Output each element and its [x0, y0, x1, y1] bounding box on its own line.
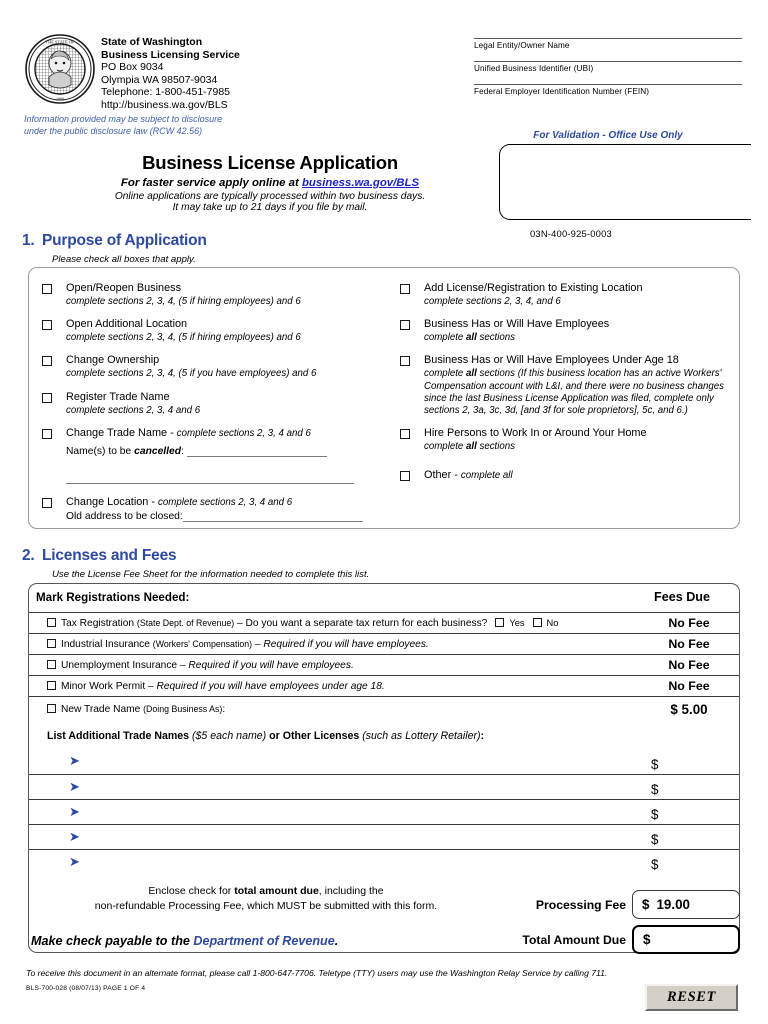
agency-po-box: PO Box 9034	[101, 61, 164, 74]
list-item[interactable]	[29, 749, 739, 774]
purpose-label: Change Ownership	[66, 354, 160, 367]
list-item[interactable]	[29, 824, 739, 849]
ubi-label: Unified Business Identifier (UBI)	[474, 64, 594, 73]
cancelled-names-input-2-wrap	[66, 466, 392, 484]
purpose-note: complete sections 2, 3, 4 and 6	[66, 404, 201, 416]
fee-name: Unemployment Insurance	[61, 659, 178, 671]
validation-title: For Validation - Office Use Only	[533, 130, 683, 141]
totals-block	[505, 890, 740, 960]
purpose-business-has-employees[interactable]	[400, 318, 736, 344]
note-emphasis: all	[466, 368, 477, 380]
fee-amount: No Fee	[639, 676, 739, 697]
purpose-inline-note: complete sections 2, 3, 4 and 6	[176, 427, 311, 439]
fees-table-header	[36, 590, 732, 604]
processing-note-2: It may take up to 21 days if you file by mail.	[172, 202, 368, 213]
fee-name: Minor Work Permit	[61, 680, 146, 692]
table-row[interactable]	[29, 676, 739, 697]
fee-requirement: – Required if you will have employees.	[177, 659, 354, 671]
fee-amount: No Fee	[639, 634, 739, 655]
tax-return-no-option[interactable]	[527, 618, 558, 628]
blue-arrow-bullet-icon: ➤	[29, 749, 107, 774]
agency-website: http://business.wa.gov/BLS	[101, 98, 228, 111]
purpose-label: Business Has or Will Have Employees Under Age 18	[424, 354, 679, 367]
purpose-other[interactable]	[400, 469, 736, 482]
checkbox-icon[interactable]	[47, 618, 56, 627]
list-title-part-3: or Other Licenses	[266, 730, 363, 742]
purpose-hire-persons-home[interactable]	[400, 427, 736, 453]
section-1-instruction: Please check all boxes that apply.	[52, 254, 196, 265]
checkbox-icon[interactable]	[47, 681, 56, 690]
payable-note	[31, 934, 338, 948]
table-row[interactable]	[29, 613, 739, 634]
purpose-note: complete sections 2, 3, 4, (5 if you have employees) and 6	[66, 368, 317, 380]
trade-name-input[interactable]	[107, 799, 639, 824]
purpose-change-trade-name[interactable]	[42, 427, 392, 484]
agency-city-state-zip: Olympia WA 98507-9034	[101, 73, 218, 86]
blue-arrow-bullet-icon: ➤	[29, 799, 107, 824]
yes-label: Yes	[509, 617, 525, 628]
trade-amount[interactable]: $	[639, 824, 739, 849]
blue-arrow-bullet-icon: ➤	[29, 824, 107, 849]
title-block	[60, 152, 480, 213]
washington-state-seal-icon	[24, 33, 96, 105]
checkbox-icon[interactable]	[47, 639, 56, 648]
processing-fee-label: Processing Fee	[535, 897, 626, 912]
section-2-title: Licenses and Fees	[42, 547, 177, 564]
purpose-add-license-registration[interactable]	[400, 282, 736, 308]
trade-name-input[interactable]	[107, 824, 639, 849]
checkbox-icon[interactable]	[400, 284, 410, 294]
svg-text:THE STATE OF: THE STATE OF	[45, 39, 75, 45]
purpose-label-text: Change Trade Name -	[66, 426, 177, 439]
old-address-label: Old address to be closed:	[66, 510, 183, 522]
total-amount-due-label: Total Amount Due	[522, 932, 626, 947]
agency-telephone: Telephone: 1-800-451-7985	[101, 86, 231, 99]
list-item[interactable]	[29, 774, 739, 799]
trade-amount[interactable]: $	[639, 749, 739, 774]
old-address-input[interactable]	[183, 511, 363, 522]
purpose-open-reopen-business[interactable]	[42, 282, 392, 308]
purpose-inline-note: complete sections 2, 3, 4 and 6	[158, 496, 293, 508]
processing-fee-row	[505, 890, 740, 919]
reset-button[interactable]: RESET	[645, 984, 738, 1011]
enclose-check-note	[36, 884, 496, 914]
note-suffix: sections (If this business location has an active Workers' Compensation account with L&I, and there were no business changes since the last Business License Application was filed, complete only sections 2, 3a, 3c, 3d, [and 3f for sole proprietors], 5c, and 6.)	[424, 368, 724, 417]
no-label: No	[546, 617, 559, 628]
fees-due-label: Fees Due	[654, 590, 710, 604]
checkbox-icon[interactable]	[400, 429, 410, 439]
fee-name: Tax Registration	[61, 617, 135, 629]
total-amount-due-input[interactable]	[632, 925, 740, 954]
trade-name-input[interactable]	[107, 774, 639, 799]
list-title-part-4: (such as Lottery Retailer)	[362, 730, 481, 742]
mark-registrations-label: Mark Registrations Needed:	[36, 591, 190, 604]
currency-symbol: $	[643, 932, 651, 947]
purpose-register-trade-name[interactable]	[42, 391, 392, 417]
section-2-heading	[22, 547, 176, 565]
note-emphasis: all	[466, 332, 477, 344]
purpose-inline-note-prefix: complete	[460, 470, 503, 482]
blue-arrow-bullet-icon: ➤	[69, 853, 80, 869]
purpose-label: Add License/Registration to Existing Location	[424, 282, 643, 294]
fee-paren: (Workers' Compensation)	[152, 638, 253, 649]
purpose-label	[66, 496, 392, 509]
enclose-line-2: non-refundable Processing Fee, which MUST be submitted with this form.	[94, 900, 438, 912]
fee-colon: :	[222, 703, 226, 715]
payable-prefix: Make check payable to the	[31, 934, 194, 948]
cancelled-names-label	[66, 446, 392, 457]
fees-table	[29, 612, 739, 722]
fee-row-new-trade-name	[29, 697, 639, 722]
fee-row-unemployment-insurance	[29, 655, 639, 676]
cancelled-names-emphasis: cancelled	[134, 445, 182, 457]
checkbox-icon[interactable]	[42, 429, 52, 439]
currency-symbol: $	[642, 897, 650, 912]
purpose-open-additional-location[interactable]	[42, 318, 392, 344]
purpose-label: Business Has or Will Have Employees	[424, 318, 610, 331]
section-1-title: Purpose of Application	[42, 232, 207, 249]
purpose-label-text: Other -	[424, 469, 461, 482]
apply-online-link[interactable]: business.wa.gov/BLS	[301, 177, 420, 189]
purpose-note: complete sections 2, 3, 4, (5 if hiring employees) and 6	[66, 296, 301, 307]
table-row[interactable]	[29, 634, 739, 655]
disclosure-line-2: under the public disclosure law (RCW 42.56)	[24, 125, 203, 136]
note-suffix: sections	[476, 441, 516, 453]
validation-box	[499, 144, 751, 220]
checkbox-icon[interactable]	[42, 320, 52, 330]
checkbox-icon[interactable]	[400, 320, 410, 330]
additional-trade-names-title	[47, 730, 484, 742]
old-address-label-wrap	[66, 511, 392, 522]
trade-amount[interactable]: $	[651, 857, 659, 872]
payable-suffix: .	[334, 934, 339, 948]
fee-row-industrial-insurance	[29, 634, 639, 655]
cancelled-names-prefix: Name(s) to be	[66, 445, 135, 457]
list-title-part-1: List Additional Trade Names	[47, 730, 193, 742]
trade-name-input[interactable]	[107, 749, 639, 774]
table-row[interactable]	[29, 655, 739, 676]
fee-question: – Do you want a separate tax return for each business?	[234, 617, 488, 629]
purpose-change-ownership[interactable]	[42, 354, 392, 380]
fee-amount: No Fee	[639, 655, 739, 676]
apply-online-prefix: For faster service apply online at	[120, 177, 302, 189]
section-1-heading	[22, 232, 207, 250]
note-emphasis: all	[466, 441, 477, 453]
ubi-field[interactable]	[474, 61, 742, 73]
section-1-number: 1.	[22, 232, 35, 249]
checkbox-icon[interactable]	[42, 393, 52, 403]
checkbox-icon[interactable]	[47, 660, 56, 669]
trade-amount[interactable]: $	[639, 799, 739, 824]
agency-department: Business Licensing Service	[101, 48, 240, 61]
checkbox-icon[interactable]	[42, 284, 52, 294]
checkbox-icon[interactable]	[42, 356, 52, 366]
purpose-inline-note-emphasis: all	[502, 470, 513, 482]
purpose-employees-under-18[interactable]	[400, 354, 736, 417]
cancelled-names-suffix: :	[181, 445, 184, 457]
section-1-left-column	[42, 282, 392, 532]
purpose-label	[66, 427, 392, 440]
note-prefix: complete	[424, 332, 466, 344]
list-title-part-2: ($5 each name)	[192, 730, 267, 742]
fee-requirement: – Required if you will have employees under age 18.	[145, 680, 385, 692]
checkbox-icon[interactable]	[47, 704, 56, 713]
agency-state: State of Washington	[101, 36, 203, 48]
cancelled-names-input-1[interactable]	[187, 446, 327, 457]
blue-arrow-bullet-icon: ➤	[29, 774, 107, 799]
note-prefix: complete	[424, 368, 466, 380]
table-row[interactable]	[29, 697, 739, 722]
section-2-instruction: Use the License Fee Sheet for the information needed to complete this list.	[52, 569, 370, 580]
fee-row-tax-registration	[29, 613, 639, 634]
cancelled-names-input-2[interactable]	[66, 473, 354, 484]
processing-note-1: Online applications are typically processed within two business days.	[114, 191, 426, 202]
trade-amount[interactable]: $	[639, 774, 739, 799]
list-title-part-5: :	[480, 730, 485, 742]
purpose-note: complete sections 2, 3, 4, (5 if hiring employees) and 6	[66, 332, 301, 344]
checkbox-icon[interactable]	[400, 356, 410, 366]
fein-label: Federal Employer Identification Number (FEIN)	[474, 87, 650, 96]
purpose-note	[424, 441, 736, 453]
fee-name: Industrial Insurance	[61, 638, 150, 650]
purpose-change-location[interactable]	[42, 496, 392, 522]
disclosure-notice	[24, 114, 222, 137]
fee-amount: No Fee	[639, 613, 739, 634]
enclose-prefix: Enclose check for	[148, 885, 235, 897]
disclosure-line-1: Information provided may be subject to disclosure	[24, 114, 223, 124]
section-1-right-column	[400, 282, 736, 492]
note-suffix: sections	[476, 332, 516, 344]
purpose-label: Open/Reopen Business	[66, 282, 182, 294]
list-item[interactable]	[29, 849, 739, 874]
svg-text:1889: 1889	[56, 96, 64, 102]
checkbox-icon[interactable]	[400, 471, 410, 481]
checkbox-icon[interactable]	[533, 618, 542, 627]
payable-department: Department of Revenue	[193, 934, 335, 948]
legal-entity-owner-name-field[interactable]	[474, 38, 742, 50]
tax-return-yes-option[interactable]	[490, 618, 524, 628]
form-id: BLS-700-028 (08/07/13) PAGE 1 OF 4	[26, 985, 146, 992]
purpose-note	[424, 368, 736, 417]
processing-fee-value-box	[632, 890, 740, 919]
fee-row-minor-work-permit	[29, 676, 639, 697]
checkbox-icon[interactable]	[495, 618, 504, 627]
purpose-label	[424, 469, 736, 482]
trade-name-input[interactable]	[107, 849, 639, 874]
total-amount-due-row	[505, 925, 740, 954]
header-fields	[474, 38, 742, 107]
agency-address-block	[101, 36, 240, 112]
purpose-label-text: Change Location -	[66, 495, 159, 508]
processing-fee-amount: 19.00	[656, 897, 690, 912]
validation-number: 03N-400-925-0003	[530, 228, 612, 239]
list-item[interactable]	[29, 799, 739, 824]
alternate-format-note: To receive this document in an alternate format, please call 1-800-647-7706. Teletype (TTY) users may use the Washington Relay Service by calling 711.	[26, 968, 608, 978]
purpose-label: Register Trade Name	[66, 390, 170, 403]
fee-amount: $ 5.00	[639, 697, 739, 722]
purpose-label: Open Additional Location	[66, 318, 188, 331]
purpose-note: complete sections 2, 3, 4, and 6	[424, 296, 561, 307]
apply-online-line	[60, 177, 480, 189]
fee-paren: (Doing Business As)	[143, 703, 223, 714]
purpose-note	[424, 332, 736, 344]
page-title: Business License Application	[142, 152, 398, 173]
purpose-label: Hire Persons to Work In or Around Your Home	[424, 427, 647, 440]
fee-requirement: – Required if you will have employees.	[252, 638, 429, 650]
fee-paren: (State Dept. of Revenue)	[136, 617, 235, 628]
additional-trade-names-table	[29, 749, 739, 874]
section-2-number: 2.	[22, 547, 35, 564]
legal-entity-owner-name-label: Legal Entity/Owner Name	[474, 41, 570, 50]
note-prefix: complete	[424, 441, 466, 453]
checkbox-icon[interactable]	[42, 498, 52, 508]
fee-name: New Trade Name	[61, 703, 141, 715]
enclose-emphasis: total amount due	[234, 885, 319, 897]
fein-field[interactable]	[474, 84, 742, 96]
enclose-suffix: , including the	[318, 885, 384, 897]
